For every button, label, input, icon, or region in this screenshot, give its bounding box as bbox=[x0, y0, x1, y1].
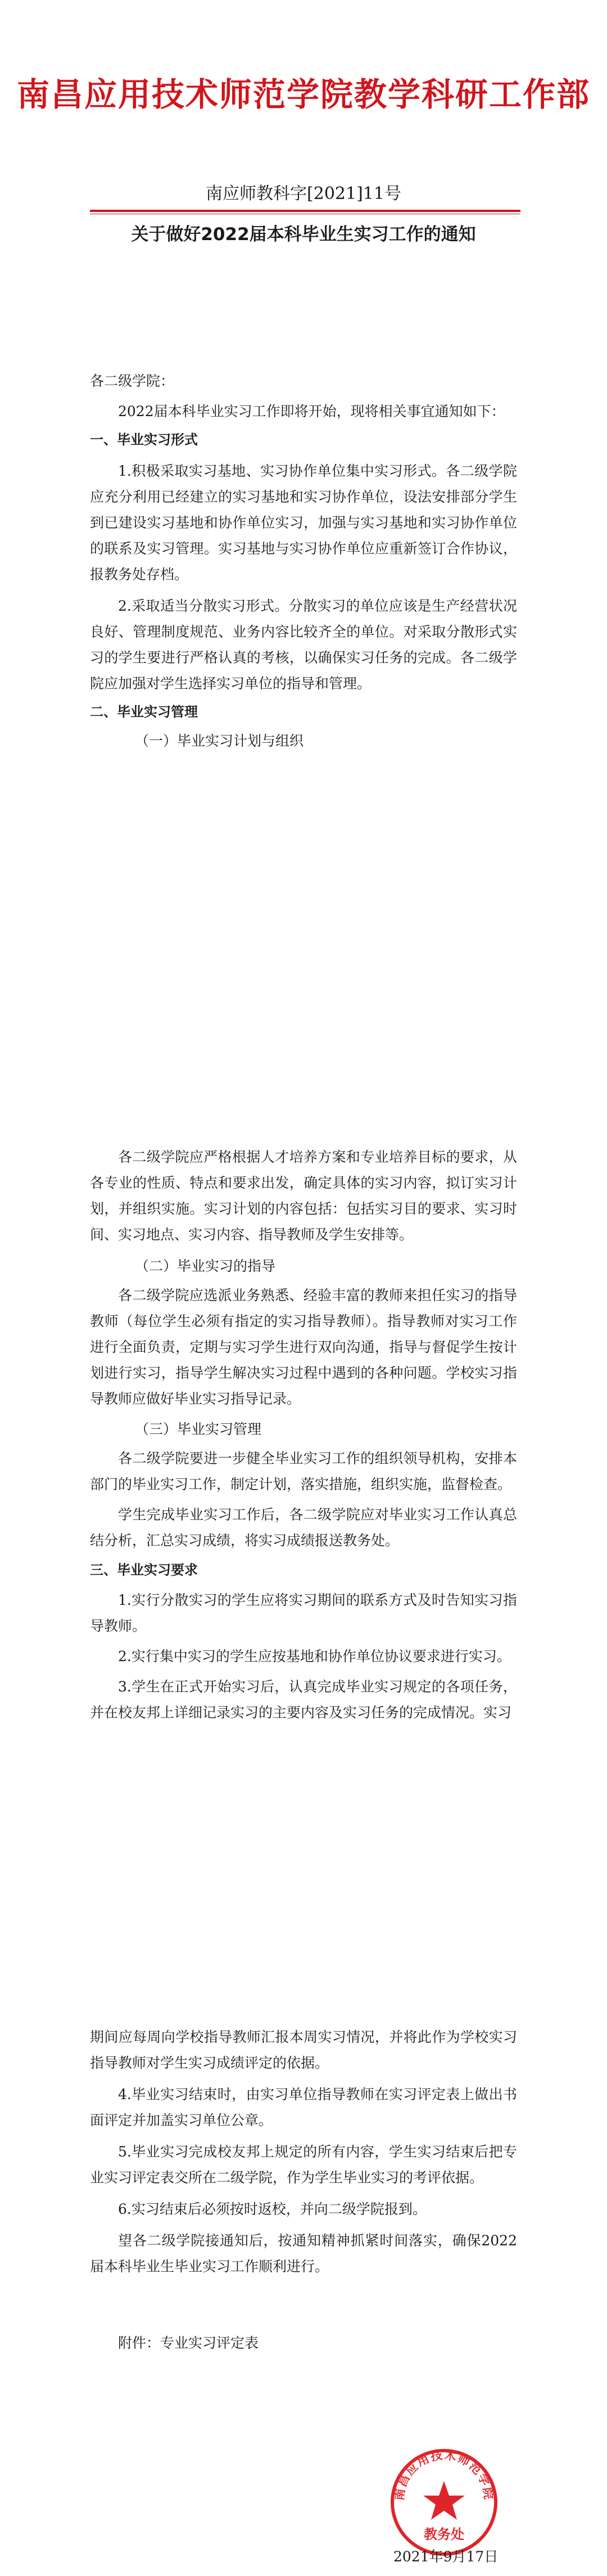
section2-sub1-heading: （一）毕业实习计划与组织 bbox=[135, 733, 304, 749]
section3-requirement-5: 5.毕业实习完成校友邦上规定的所有内容，学生实习结束后把专业实习评定表交所在二级学院，作为学生毕业实习的考评依据。 bbox=[90, 2144, 517, 2186]
section3-heading: 三、毕业实习要求 bbox=[90, 1562, 198, 1578]
section1-paragraph-1: 1.积极采取实习基地、实习协作单位集中实习形式。各二级学院应充分利用已经建立的实习基地和实习协作单位，设法安排部分学生到已建设实习基地和协作单位实习，加强与实习基地和实习协作单位的联系及实习管理。实习基地与实习协作单位应重新签订合作协议，报教务处存档。 bbox=[90, 463, 517, 583]
section2-sub3-heading: （三）毕业实习管理 bbox=[135, 1421, 262, 1437]
section3-requirement-3b: 期间应每周向学校指导教师汇报本周实习情况，并将此作为学校实习指导教师对学生实习成绩评定的依据。 bbox=[90, 2029, 517, 2071]
seal-center-text: 教务处 bbox=[424, 2527, 464, 2542]
section2-heading: 二、毕业实习管理 bbox=[90, 704, 198, 720]
section2-sub2-heading: （二）毕业实习的指导 bbox=[135, 1258, 276, 1274]
section2-sub1-paragraph: 各二级学院应严格根据人才培养方案和专业培养目标的要求，从各专业的性质、特点和要求出发，确定具体的实习内容，拟订实习计划，并组织实施。实习计划的内容包括：包括实习目的要求、实习时间、实习地点、实习内容、指导教师及学生安排等。 bbox=[90, 1149, 517, 1243]
masthead-title: 南昌应用技术师范学院教学科研工作部 bbox=[16, 75, 590, 114]
section3-requirement-1: 1.实行分散实习的学生应将实习期间的联系方式及时告知实习指导教师。 bbox=[90, 1592, 517, 1634]
intro-paragraph: 2022届本科毕业实习工作即将开始，现将相关事宜通知如下： bbox=[118, 403, 505, 419]
document-title: 关于做好2022届本科毕业生实习工作的通知 bbox=[131, 224, 476, 245]
document-number: 南应师教科字[2021]11号 bbox=[206, 184, 401, 204]
body-section-top bbox=[90, 368, 517, 754]
closing-paragraph: 望各二级学院接通知后，按通知精神抓紧时间落实，确保2022届本科毕业生毕业实习工作顺利进行。 bbox=[90, 2232, 517, 2275]
section3-requirement-6: 6.实习结束后必须按时返校，并向二级学院报到。 bbox=[118, 2201, 427, 2217]
attachment-note: 附件：专业实习评定表 bbox=[118, 2335, 259, 2351]
salutation: 各二级学院： bbox=[90, 373, 175, 389]
section2-sub2-paragraph: 各二级学院应选派业务熟悉、经验丰富的教师来担任实习的指导教师（每位学生必须有指定的实习指导教师）。指导教师对实习工作进行全面负责，定期与实习学生进行双向沟通，指导与督促学生按计划进行实习，指导学生解决实习过程中遇到的各种问题。学校实习指导教师应做好毕业实习指导记录。 bbox=[90, 1287, 517, 1407]
red-divider-thick bbox=[90, 210, 520, 212]
section2-sub3-paragraph-2: 学生完成毕业实习工作后，各二级学院应对毕业实习工作认真总结分析，汇总实习成绩，将实习成绩报送教务处。 bbox=[90, 1506, 517, 1549]
seal-ring-text: 南昌应用技术师范学院 bbox=[392, 2448, 496, 2501]
section2-sub3-paragraph-1: 各二级学院要进一步健全毕业实习工作的组织领导机构，安排本部门的毕业实习工作，制定计划，落实措施，组织实施，监督检查。 bbox=[90, 1450, 517, 1492]
body-section-bottom bbox=[90, 2024, 517, 2356]
section3-requirement-4: 4.毕业实习结束时，由实习单位指导教师在实习评定表上做出书面评定并加盖实习单位公章。 bbox=[90, 2086, 517, 2128]
section1-heading: 一、毕业实习形式 bbox=[90, 432, 198, 448]
official-seal-icon bbox=[388, 2446, 500, 2559]
document-date: 2021年9月17日 bbox=[393, 2548, 499, 2565]
body-section-middle bbox=[90, 1144, 517, 1726]
section3-requirement-3a: 3.学生在正式开始实习后，认真完成毕业实习规定的各项任务，并在校友邦上详细记录实习的主要内容及实习任务的完成情况。实习 bbox=[90, 1679, 517, 1721]
section1-paragraph-2: 2.采取适当分散实习形式。分散实习的单位应该是生产经营状况良好、管理制度规范、业务内容比较齐全的单位。对采取分散形式实习的学生要进行严格认真的考核，以确保实习任务的完成。各二级学院应加强对学生选择实习单位的指导和管理。 bbox=[90, 598, 517, 692]
section3-requirement-2: 2.实行集中实习的学生应按基地和协作单位协议要求进行实习。 bbox=[118, 1648, 511, 1664]
